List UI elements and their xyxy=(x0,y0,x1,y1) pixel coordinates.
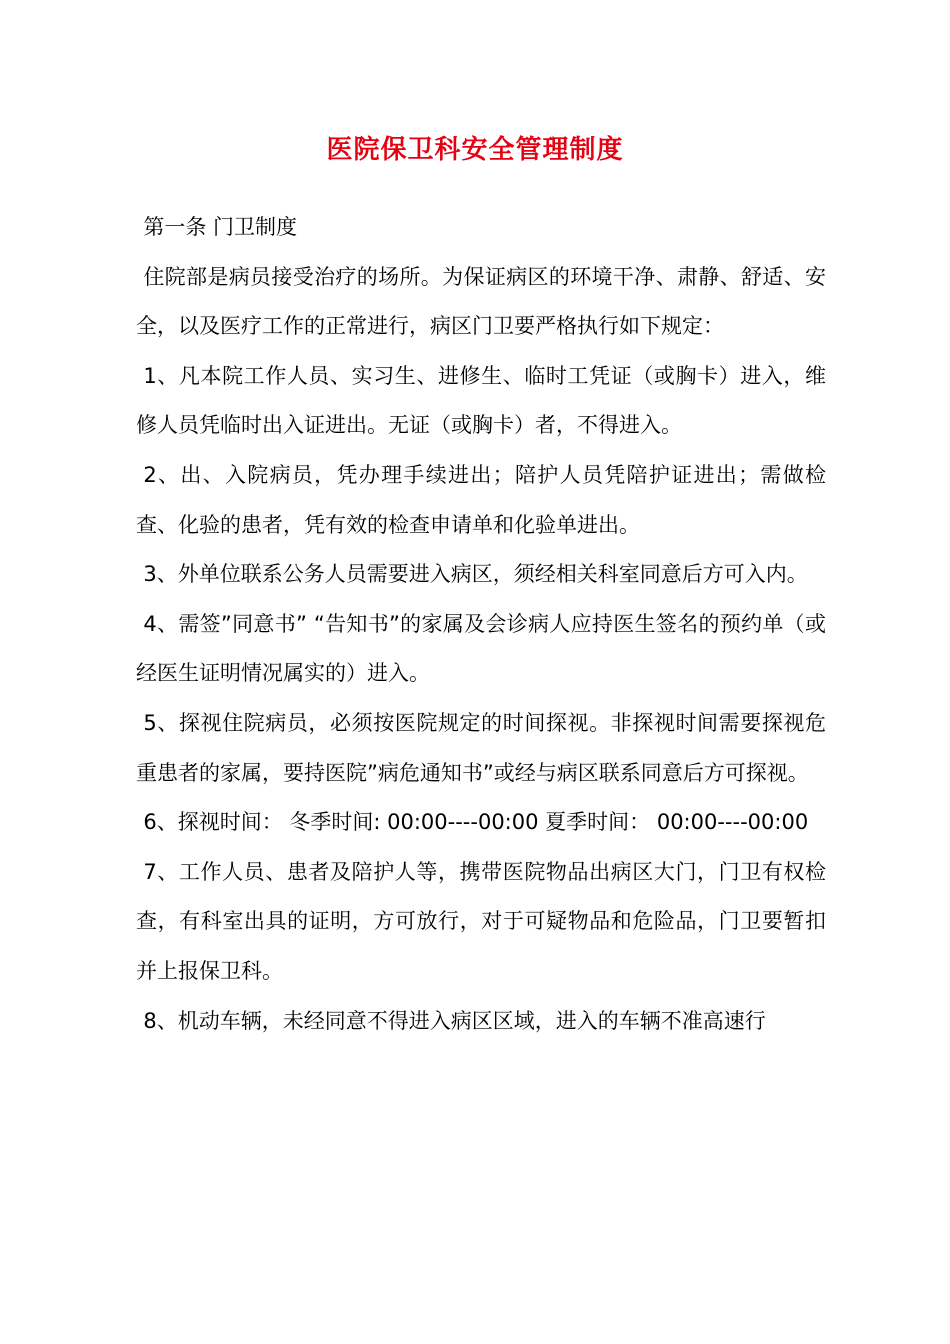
document-body xyxy=(136,203,826,1046)
section-heading: 第一条 门卫制度 xyxy=(143,215,298,239)
rule-1-paragraph: 1、凡本院工作人员、实习生、进修生、临时工凭证（或胸卡）进入，维修人员凭临时出入证进出。无证（或胸卡）者，不得进入。 xyxy=(136,363,826,438)
rule-7-paragraph: 7、工作人员、患者及陪护人等，携带医院物品出病区大门，门卫有权检查，有科室出具的证明，方可放行，对于可疑物品和危险品，门卫要暂扣并上报保卫科。 xyxy=(136,859,826,983)
document-title: 医院保卫科安全管理制度 xyxy=(326,135,624,165)
rule-8-paragraph: 8、机动车辆，未经同意不得进入病区区域，进入的车辆不准高速行 xyxy=(143,1008,766,1033)
rule-3-paragraph: 3、外单位联系公务人员需要进入病区，须经相关科室同意后方可入内。 xyxy=(143,562,808,587)
rule-2-paragraph: 2、出、入院病员，凭办理手续进出；陪护人员凭陪护证进出；需做检查、化验的患者，凭有效的检查申请单和化验单进出。 xyxy=(136,462,826,537)
rule-4-paragraph: 4、需签”同意书” “告知书”的家属及会诊病人应持医生签名的预约单（或经医生证明情况属实的）进入。 xyxy=(136,611,826,686)
intro-paragraph: 住院部是病员接受治疗的场所。为保证病区的环境干净、肃静、舒适、安全，以及医疗工作的正常进行，病区门卫要严格执行如下规定： xyxy=(136,264,826,339)
rule-5-paragraph: 5、探视住院病员，必须按医院规定的时间探视。非探视时间需要探视危重患者的家属，要持医院”病危通知书”或经与病区联系同意后方可探视。 xyxy=(136,710,826,785)
rule-6-paragraph: 6、探视时间： 冬季时间: 00:00----00:00 夏季时间： 00:00----00:00 xyxy=(143,810,809,835)
